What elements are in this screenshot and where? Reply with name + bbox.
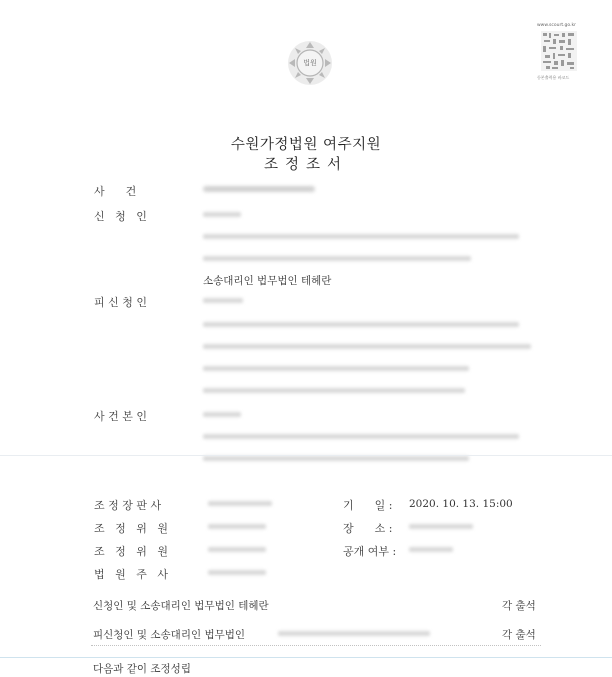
- redacted-mediator-2-name: [208, 547, 266, 552]
- principal-label: 사 건 본 인: [94, 410, 147, 423]
- scan-line: [0, 455, 612, 456]
- date-value: 2020. 10. 13. 15:00: [409, 498, 513, 510]
- redacted-clerk-name: [208, 570, 266, 575]
- qr-caption: 등본출력용 바코드: [537, 75, 570, 80]
- qr-code-icon: [541, 31, 577, 71]
- dotted-separator: [91, 645, 541, 646]
- mediator-1-label: 조 정 위 원: [94, 522, 168, 535]
- emblem-label: 법원: [303, 59, 317, 67]
- redacted-principal-name: [203, 412, 241, 417]
- place-label: 장 소 :: [343, 522, 393, 535]
- redacted-applicant-address: [203, 234, 519, 239]
- scan-line-blue: [0, 657, 612, 658]
- redacted-applicant-name: [203, 212, 241, 217]
- redacted-respondent-address: [203, 322, 519, 327]
- mediator-2-label: 조 정 위 원: [94, 545, 168, 558]
- redacted-respondent-delivery-address: [203, 344, 531, 349]
- redacted-respondent-agent: [203, 388, 465, 393]
- public-label: 공개 여부 :: [343, 545, 397, 558]
- clerk-label: 법 원 주 사: [94, 568, 168, 581]
- case-label: 사 건: [94, 185, 137, 198]
- respondent-attendance-line: 피신청인 및 소송대리인 법무법인: [93, 629, 246, 641]
- agent-line: 소송대리인 법무법인 테헤란: [203, 275, 332, 287]
- closing-line: 다음과 같이 조정성립: [93, 663, 191, 675]
- judge-label: 조 정 장 판 사: [94, 499, 162, 512]
- applicant-attendance-line: 신청인 및 소송대리인 법무법인 테헤란: [93, 600, 269, 612]
- qr-url: www.scourt.go.kr: [537, 23, 576, 28]
- court-emblem-icon: [285, 38, 335, 88]
- redacted-principal-address: [203, 434, 519, 439]
- redacted-principal-registered-address: [203, 456, 469, 461]
- redacted-judge-name: [208, 501, 272, 506]
- date-label: 기 일 :: [343, 499, 393, 512]
- redacted-respondent-name: [203, 298, 243, 303]
- respondent-label: 피 신 청 인: [94, 296, 147, 309]
- redacted-applicant-registered-address: [203, 256, 471, 261]
- redacted-place: [409, 524, 473, 529]
- respondent-attendance-status: 각 출석: [502, 629, 536, 641]
- redacted-respondent-firm: [278, 631, 430, 636]
- court-name: 수원가정법원 여주지원: [230, 137, 382, 153]
- redacted-public-status: [409, 547, 453, 552]
- redacted-respondent-registered-address: [203, 366, 469, 371]
- redacted-mediator-1-name: [208, 524, 266, 529]
- applicant-attendance-status: 각 출석: [502, 600, 536, 612]
- redacted-case-number: [203, 186, 315, 192]
- applicant-label: 신 청 인: [94, 210, 147, 223]
- document-title: 조정조서: [263, 157, 349, 173]
